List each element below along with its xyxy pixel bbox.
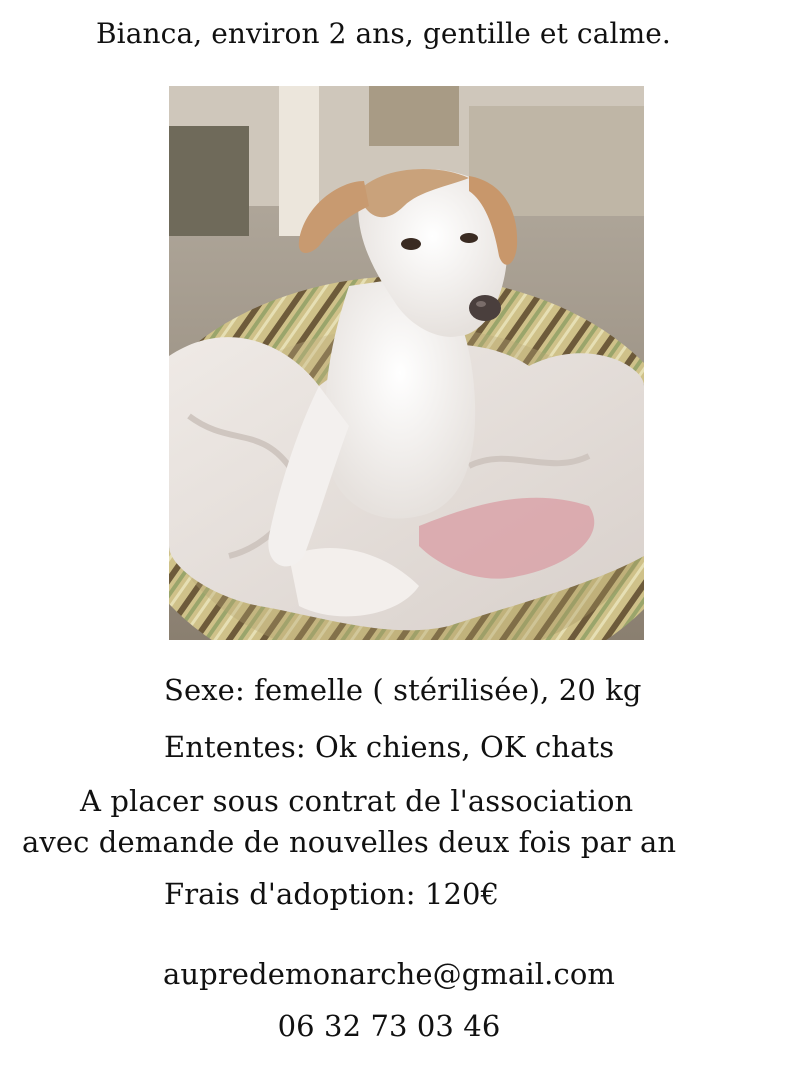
contract-line-1: A placer sous contrat de l'association [80,784,634,818]
contract-line-2: avec demande de nouvelles deux fois par an [22,825,677,859]
adoption-fee: Frais d'adoption: 120€ [164,877,500,911]
headline: Bianca, environ 2 ans, gentille et calme. [96,17,671,50]
dog-photo [169,86,644,640]
compatibility: Ententes: Ok chiens, OK chats [164,730,615,764]
sex-and-weight: Sexe: femelle ( stérilisée), 20 kg [164,673,642,707]
contact-phone: 06 32 73 03 46 [277,1009,501,1043]
contact-email: aupredemonarche@gmail.com [163,957,615,991]
